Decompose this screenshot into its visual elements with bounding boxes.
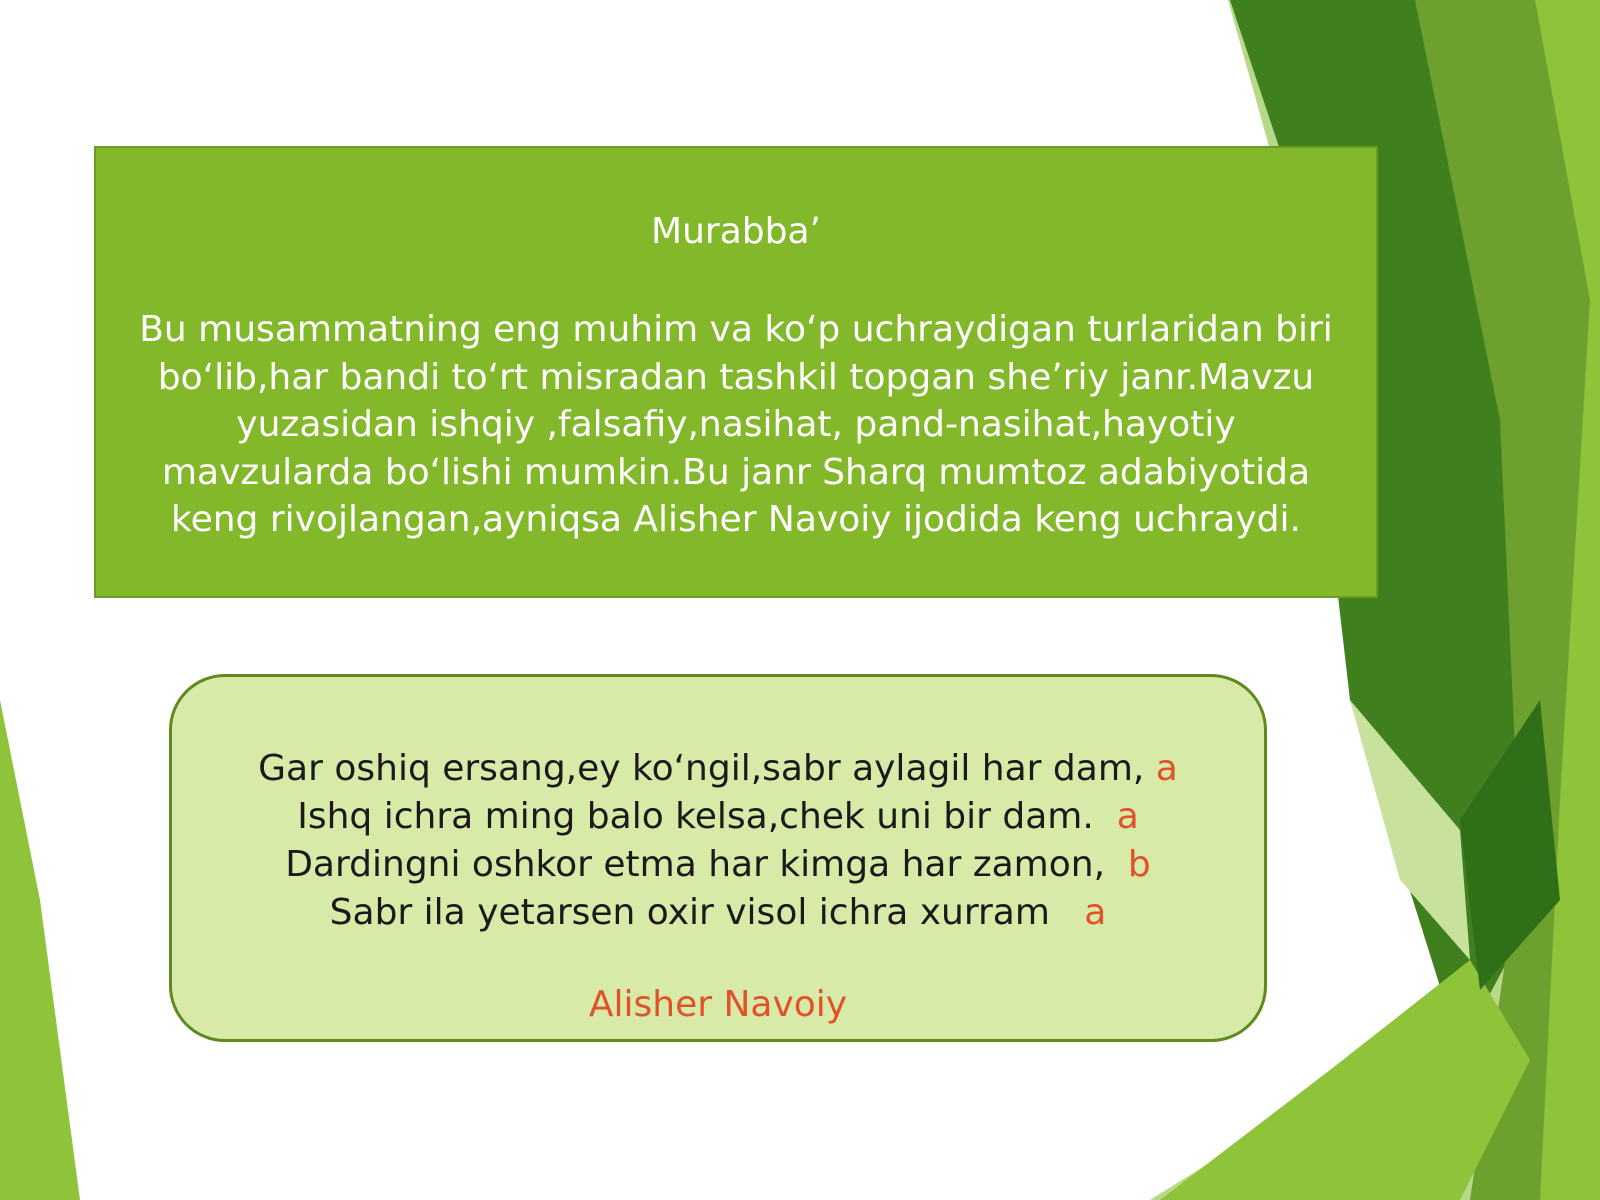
poem-line-2 — [172, 795, 1264, 839]
poem-verse: Ishq ichra ming balo kelsa,chek uni bir dam. — [297, 796, 1117, 837]
definition-text — [110, 306, 1362, 544]
poem-line-1 — [172, 747, 1264, 791]
definition-line: Bu musammatning eng muhim va ko‘p uchraydigan turlaridan biri — [139, 309, 1333, 350]
poem-verse: Sabr ila yetarsen oxir visol ichra xurram — [329, 892, 1085, 933]
definition-line: keng rivojlangan,ayniqsa Alisher Navoiy ijodida keng uchraydi. — [171, 499, 1301, 540]
rhyme-marker: a — [1084, 892, 1107, 933]
definition-line: mavzularda bo‘lishi mumkin.Bu janr Sharq mumtoz adabiyotida — [161, 451, 1311, 493]
poem-box — [169, 674, 1267, 1042]
rhyme-marker: a — [1116, 796, 1139, 837]
rhyme-marker: b — [1127, 844, 1151, 885]
poem-verse: Dardingni oshkor etma har kimga har zamon, — [285, 844, 1128, 885]
rhyme-marker: a — [1155, 748, 1178, 789]
definition-line: yuzasidan ishqiy ,falsafiy,nasihat, pand-nasihat,hayotiy — [236, 404, 1236, 445]
left-green-wedge — [0, 700, 80, 1200]
poem-verse: Gar oshiq ersang,ey ko‘ngil,sabr aylagil har dam, — [258, 748, 1156, 789]
definition-box — [94, 146, 1378, 598]
poem-author: Alisher Navoiy — [588, 984, 848, 1025]
poem-line-3 — [172, 843, 1264, 887]
poem-line-4 — [172, 891, 1264, 935]
definition-title: Murabba’ — [651, 211, 821, 252]
definition-line: bo‘lib,har bandi to‘rt misradan tashkil topgan she’riy janr.Mavzu — [157, 356, 1315, 398]
